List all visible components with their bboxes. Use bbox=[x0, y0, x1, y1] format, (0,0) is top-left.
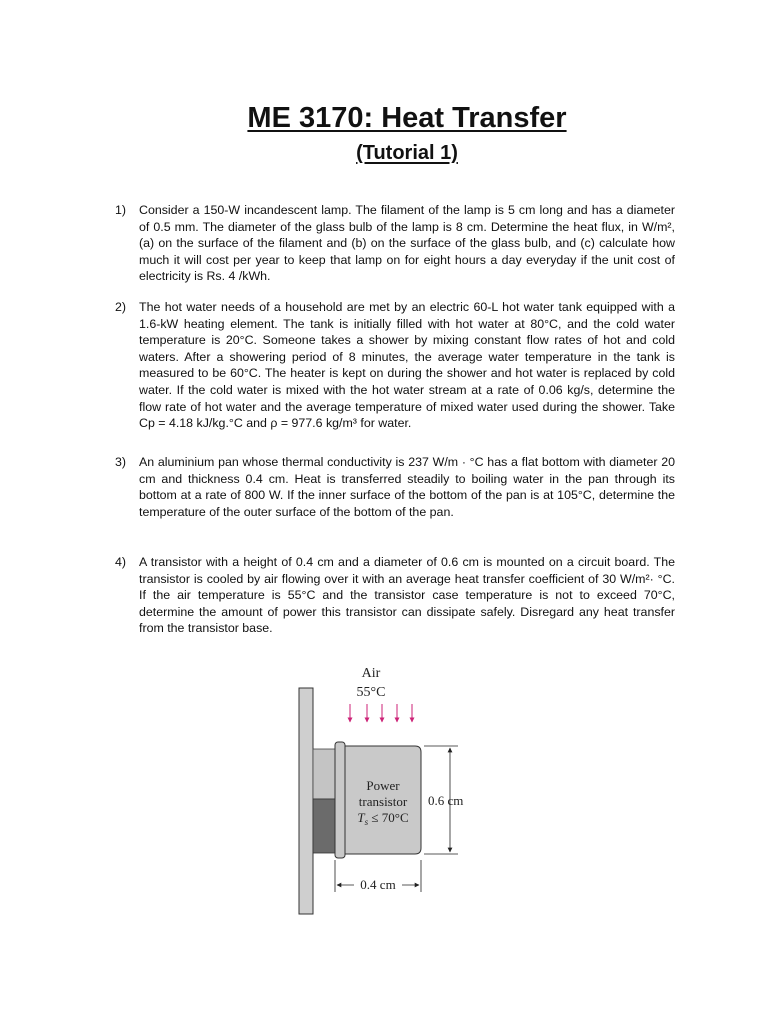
question-4 bbox=[115, 554, 675, 637]
component-label-line1: Power bbox=[366, 778, 400, 793]
component-label-line3: $T_s \le 70^\circ C$ bbox=[357, 810, 409, 827]
air-label: Air bbox=[361, 666, 381, 681]
transistor-flange bbox=[335, 742, 345, 858]
airflow-arrows bbox=[350, 704, 412, 722]
transistor-base-upper bbox=[313, 749, 335, 799]
question-number: 2) bbox=[115, 300, 127, 314]
question-2 bbox=[115, 299, 675, 432]
question-number: 3) bbox=[115, 455, 127, 469]
question-text: An aluminium pan whose thermal conductivity is 237 W/m · °C has a flat bottom with diameter 20 cm and thickness 0.4 cm. Heat is transferred steadily to boiling water in the pan through its bottom at a rate of 800 W. If the inner surface of the bottom of the pan is at 105°C, determine the temperature of the outer surface of the bottom of the pan. bbox=[139, 455, 675, 519]
question-text: A transistor with a height of 0.4 cm and a diameter of 0.6 cm is mounted on a circuit board. The transistor is cooled by air flowing over it with an average heat transfer coefficient of 30 W/m²· °C. If the air temperature is 55°C and the transistor case temperature is not to exceed 70°C, determine the amount of power this transistor can dissipate safely. Disregard any heat transfer from the transistor base. bbox=[139, 555, 675, 636]
question-text: The hot water needs of a household are met by an electric 60-L hot water tank equipped with a 1.6-kW heating element. The tank is initially filled with hot water at 80°C, and the cold water temperature is 20°C. Someone takes a shower by mixing constant flow rates of hot and cold waters. After a showering period of 8 minutes, the average water temperature in the tank is measured to be 60°C. The heater is kept on during the shower and hot water is replaced by cold water. If the cold water is mixed with the hot water stream at a rate of 0.06 kg/s, determine the flow rate of hot water and the average temperature of mixed water used during the shower. Take Cp = 4.18 kJ/kg.°C and ρ = 977.6 kg/m³ for water. bbox=[139, 300, 675, 431]
height-label: 0.4 cm bbox=[360, 877, 396, 892]
transistor-base-lower bbox=[313, 799, 335, 853]
question-number: 1) bbox=[115, 203, 127, 217]
transistor-figure bbox=[290, 660, 490, 920]
question-number: 4) bbox=[115, 555, 127, 569]
question-text: Consider a 150-W incandescent lamp. The filament of the lamp is 5 cm long and has a diameter of 0.5 mm. The diameter of the glass bulb of the lamp is 8 cm. Determine the heat flux, in W/m², (a) on the surface of the filament and (b) on the surface of the glass bulb, and (c) calculate how much it will cost per year to keep that lamp on for eight hours a day everyday if the unit cost of electricity is Rs. 4 /kWh. bbox=[139, 203, 675, 284]
air-temp-label: 55°C bbox=[356, 685, 386, 700]
page-title: ME 3170: Heat Transfer bbox=[247, 102, 567, 134]
component-label-line2: transistor bbox=[358, 794, 408, 809]
circuit-board bbox=[299, 688, 313, 914]
question-1 bbox=[115, 202, 675, 285]
question-3 bbox=[115, 454, 675, 520]
diameter-label: 0.6 cm bbox=[428, 793, 464, 808]
page-subtitle: (Tutorial 1) bbox=[356, 142, 458, 164]
